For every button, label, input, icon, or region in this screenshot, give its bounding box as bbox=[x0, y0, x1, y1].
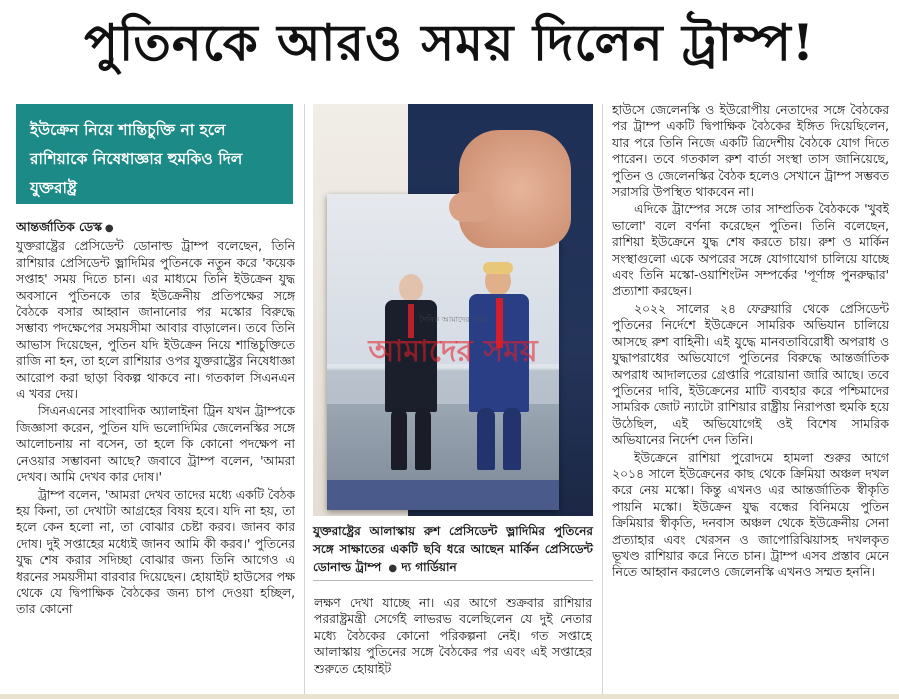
desk-label: আন্তর্জাতিক ডেস্ক bbox=[16, 220, 102, 234]
paragraph: এদিকে ট্রাম্পের সঙ্গে তার সাম্প্রতিক বৈঠককে 'খুবই ভালো' বলে বর্ণনা করেছেন পুতিন। তিনি বলেছেন, রাশিয়া ইউক্রেনে যুদ্ধ শেষ করতে চায়। রুশ ও মার্কিন সংস্থাগুলো একে অপরের সঙ্গে যোগাযোগ চালিয়ে যাচ্ছে এবং তিনি মস্কো-ওয়াশিংটন সম্পর্কের 'পূর্ণাঙ্গ পুনরুদ্ধার' প্রত্যাশা করছেন। bbox=[612, 202, 889, 299]
photo-caption bbox=[313, 522, 593, 581]
desk-line bbox=[16, 219, 295, 237]
subheadline: ইউক্রেন নিয়ে শান্তিচুক্তি না হলে রাশিয়াকে নিষেধাজ্ঞার হুমকিও দিল যুক্তরাষ্ট্র bbox=[30, 121, 243, 197]
paragraph: হাউসে জেলেনস্কি ও ইউরোপীয় নেতাদের সঙ্গে বৈঠকের পর ট্রাম্প একটি দ্বিপাক্ষিক বৈঠকের ইঙ্গিত দিয়েছিলেন, যার পরে তিনি নিজে একটি ত্রিদেশীয় বৈঠকে যোগ দিতে পারেন। তবে গতকাল রুশ বার্তা সংস্থা তাস জানিয়েছে, পুতিন ও জেলেনস্কির বৈঠক হলেও সেখানে ট্রাম্প সম্ভবত সরাসরি উপস্থিত থাকবেন না। bbox=[612, 103, 889, 200]
caption-text: যুক্তরাষ্ট্রের আলাস্কায় রুশ প্রেসিডেন্ট ভ্লাদিমির পুতিনের সঙ্গে সাক্ষাতের একটি ছবি ধরে আছেন মার্কিন প্রেসিডেন্ট ডোনাল্ড ট্রাম্প bbox=[313, 524, 593, 574]
article-column-1 bbox=[16, 219, 295, 697]
article-column-2 bbox=[314, 595, 592, 695]
column-divider bbox=[304, 104, 305, 694]
figure-leg bbox=[391, 408, 407, 470]
holding-thumb bbox=[449, 192, 495, 222]
bullet-icon: ● bbox=[388, 563, 398, 574]
paragraph: সিএনএনের সাংবাদিক অ্যালাইনা ট্রিন যখন ট্রাম্পকে জিজ্ঞাসা করেন, পুতিন যদি ভলোদিমির জেলেনস্কির সঙ্গে আলোচনায় না বসেন, তা হলে কি কোনো পদক্ষেপ না নেওয়ার সম্ভাবনা আছে? জবাবে ট্রাম্প বলেন, 'আমরা দেখব। আমি দেখব কার দোষ।' bbox=[16, 404, 295, 485]
watermark-small: দৈনিক আমাদের সময় bbox=[419, 315, 487, 324]
bullet-icon: ● bbox=[104, 223, 114, 234]
paragraph: ২০২২ সালের ২৪ ফেব্রুয়ারি থেকে প্রেসিডেন্ট পুতিনের নির্দেশে ইউক্রেনে সামরিক অভিযান চালিয়ে আসছে রুশ বাহিনী। এই যুদ্ধে মানবতাবিরোধী অপরাধ ও যুদ্ধাপরাধের অভিযোগে পুতিনের বিরুদ্ধে আন্তর্জাতিক অপরাধ আদালতের গ্রেপ্তারি পরোয়ানা জারি আছে। তবে পুতিনের দাবি, ইউক্রেনের মাটি ব্যবহার করে পশ্চিমাদের সামরিক জোট ন্যাটো রাশিয়ার রাষ্ট্রীয় নিরাপত্তা হুমকি হয়ে উঠেছিল, এই অভিযোগেই ওই বিশেষ সামরিক অভিযানের নির্দেশ দেন তিনি। bbox=[612, 301, 889, 448]
subheadline-box bbox=[16, 104, 293, 204]
watermark-text: আমাদের সময় bbox=[368, 334, 538, 369]
held-photo-carpet bbox=[327, 480, 559, 510]
headline: পুতিনকে আরও সময় দিলেন ট্রাম্প! bbox=[84, 12, 815, 72]
figure-head bbox=[399, 274, 423, 302]
column-divider bbox=[602, 104, 603, 694]
figure-leg bbox=[503, 408, 521, 470]
paragraph: যুক্তরাষ্ট্রের প্রেসিডেন্ট ডোনাল্ড ট্রাম্প বলেছেন, তিনি রাশিয়ার প্রেসিডেন্ট ভ্লাদিমির পুতিনকে নতুন করে 'কয়েক সপ্তাহ' সময় দিতে চান। এর মাধ্যমে তিনি ইউক্রেন যুদ্ধ অবসানে পুতিনকে তার ইউক্রেনীয় প্রতিপক্ষের সঙ্গে বৈঠকে বসার আহ্বান জানানোর পর মস্কোর বিরুদ্ধে সম্ভাব্য পদক্ষেপের সময়সীমা আবার বাড়ালেন। তবে তিনি আভাস দিয়েছেন, পুতিন যদি ইউক্রেন নিয়ে শান্তিচুক্তিতে রাজি না হন, তা হলে রাশিয়ার ওপর যুক্তরাষ্ট্রের নিষেধাজ্ঞা আরোপ করা ছাড়া বিকল্প থাকবে না। গতকাল সিএনএন এ খবর দেয়। bbox=[16, 239, 295, 402]
article-column-3 bbox=[612, 102, 889, 692]
page-bottom-band bbox=[0, 694, 899, 699]
paragraph: ট্রাম্প বলেন, 'আমরা দেখব তাদের মধ্যে একটি বৈঠক হয় কিনা, তা দেখাটা আগ্রহের বিষয় হবে। যদি না হয়, তা হলে কেন হলো না, তা বোঝার চেষ্টা করব। জানব কার দোষ। দুই সপ্তাহের মধ্যেই জানব আমি কী করব।' পুতিনের যুদ্ধ শেষ করার সদিচ্ছা বোঝার জন্য তিনি আগেও এ ধরনের সময়সীমা বারবার দিয়েছেন। হোয়াইট হাউসের পক্ষ থেকে যে দ্বিপাক্ষিক বৈঠকের জন্য চাপ দেওয়া হচ্ছিল, তার কোনো bbox=[16, 487, 295, 617]
paragraph: ইউক্রেনে রাশিয়া পুরোদমে হামলা শুরুর আগে ২০১৪ সালে ইউক্রেনের কাছ থেকে ক্রিমিয়া অঞ্চল দখল করে নেয় মস্কো। কিন্তু এখনও এর আন্তর্জাতিক স্বীকৃতি পায়নি মস্কো। ইউক্রেন যুদ্ধ বন্ধের বিনিময়ে পুতিন ক্রিমিয়ার স্বীকৃতি, দনবাস অঞ্চল থেকে ইউক্রেনীয় সেনা প্রত্যাহার এবং খেরসন ও জাপোরিঝিয়াসহ দখলকৃত ভূখণ্ড রাশিয়ার করে নিতে চান। ট্রাম্প এসব প্রস্তাব মেনে নিতে আহ্বান করলেও জেলেনস্কি এখনও সম্মত হননি। bbox=[612, 450, 889, 580]
figure-leg bbox=[477, 408, 495, 470]
figure-hair bbox=[483, 262, 513, 274]
holding-hand bbox=[459, 130, 571, 248]
paragraph: লক্ষণ দেখা যাচ্ছে না। এর আগে শুক্রবার রাশিয়ার পররাষ্ট্রমন্ত্রী সের্গেই লাভরভ বলেছিলেন যে দুই নেতার মধ্যে বৈঠকের কোনো পরিকল্পনা নেই। গত সপ্তাহে আলাস্কায় পুতিনের সঙ্গে বৈঠকের পর এবং এই সপ্তাহের শুরুতে হোয়াইট bbox=[314, 596, 592, 676]
newspaper-watermark-logo bbox=[353, 314, 553, 378]
photo-credit: দ্য গার্ডিয়ান bbox=[401, 560, 457, 574]
figure-leg bbox=[415, 408, 431, 470]
article-photo bbox=[313, 104, 593, 516]
